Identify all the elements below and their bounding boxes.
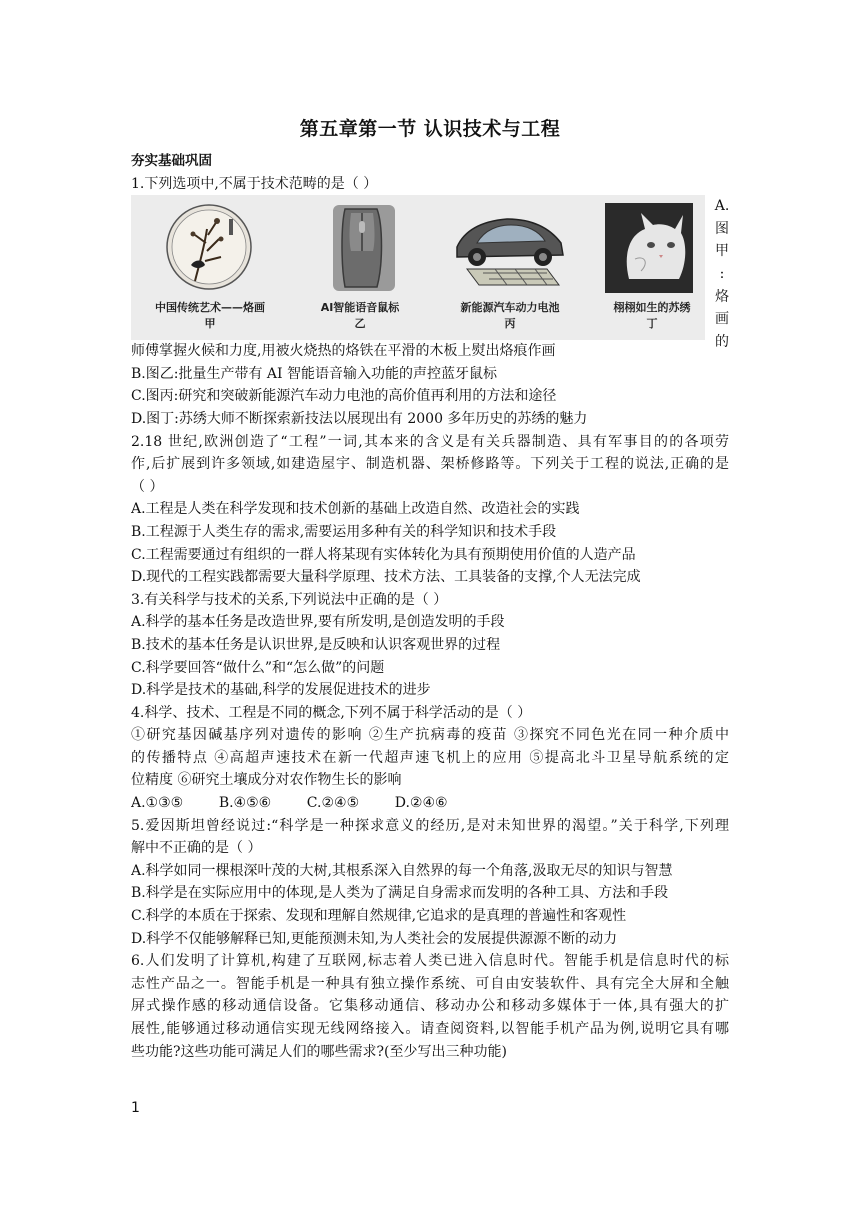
q1-option-a-char: 图 [715,220,729,237]
q4-item-line: ①研究基因碱基序列对遗传的影响 ②生产抗病毒的疫苗 ③探究不同色光在同一种介质中 [131,727,729,744]
q1-stem: 1.下列选项中,不属于技术范畴的是（ ） [131,175,378,192]
q1-option-a-char: 的 [715,333,729,350]
figure-jia-title: 中国传统艺术——烙画 [155,301,265,315]
q5-option-d: D.科学不仅能够解释已知,更能预测未知,为人类社会的发展提供源源不断的动力 [131,930,618,947]
document-body [131,150,729,1063]
q2-option-c: C.工程需要通过有组织的一群人将某现有实体转化为具有预期使用价值的人造产品 [131,546,636,563]
q4-item-line: 位精度 ⑥研究土壤成分对农作物生长的影响 [131,772,402,789]
q6-stem-line: 志性产品之一。智能手机是一种具有独立操作系统、可自由安装软件、具有完全大屏和全触 [131,975,729,992]
figure-ding-label: 丁 [646,317,658,331]
q6-stem-line: 些功能?这些功能可满足人们的哪些需求?(至少写出三种功能) [131,1043,507,1060]
q1-option-c: C.图丙:研究和突破新能源汽车动力电池的高价值再利用的方法和途径 [131,388,557,405]
q3-option-c: C.科学要回答“做什么”和“怎么做”的问题 [131,659,385,676]
figure-bing-title: 新能源汽车动力电池 [460,301,560,315]
figure-yi-caption [289,300,431,332]
figure-ding [589,199,715,331]
q2-option-a: A.工程是人类在科学发现和技术创新的基础上改造自然、改造社会的实践 [131,501,580,518]
page-number: 1 [131,1100,140,1116]
figure-jia-caption [139,300,281,332]
page-title: 第五章第一节 认识技术与工程 [299,118,561,140]
figure-bing-caption [439,300,581,332]
q1-figure-row [131,195,730,350]
q5-option-c: C.科学的本质在于探索、发现和理解自然规律,它追求的是真理的普遍性和客观性 [131,908,627,925]
voice-mouse-icon [297,199,423,299]
q3-option-b: B.技术的基本任务是认识世界,是反映和认识客观世界的过程 [131,636,501,653]
figure-ding-caption [581,300,723,332]
q3-option-a: A.科学的基本任务是改造世界,要有所发明,是创造发明的手段 [131,614,505,631]
q2-option-b: B.工程源于人类生存的需求,需要运用多种有关的科学知识和技术手段 [131,523,557,540]
q5-stem-line: 解中不正确的是（ ） [131,840,262,857]
figure-bing-label: 丙 [504,317,516,331]
q1-option-a-char: : [719,265,725,282]
q1-option-a-vertical [711,195,733,353]
q3-option-d: D.科学是技术的基础,科学的发展促进技术的进步 [131,682,431,699]
q5-option-a: A.科学如同一棵根深叶茂的大树,其根系深入自然界的每一个角落,汲取无尽的知识与智慧 [131,862,673,879]
q2-option-d: D.现代的工程实践都需要大量科学原理、技术方法、工具装备的支撑,个人无法完成 [131,569,641,586]
q1-option-a-char: 烙 [715,288,729,305]
q1-option-d: D.图丁:苏绣大师不断探索新技法以展现出有 2000 多年历史的苏绣的魅力 [131,410,588,427]
figure-jia [147,199,273,331]
suzhou-embroidery-cat-icon [589,199,715,299]
q2-stem-line: 2.18 世纪,欧洲创造了“工程”一词,其本来的含义是有关兵器制造、具有军事目的的各项劳 [131,433,729,450]
q5-stem-line: 5.爱因斯坦曾经说过:“科学是一种探求意义的经历,是对未知世界的渴望。”关于科学,下列理 [131,817,729,834]
q4-options: A.①③⑤ B.④⑤⑥ C.②④⑤ D.②④⑥ [131,795,448,812]
q1-option-a-char: 画 [715,311,729,328]
pyrography-plate-icon [147,199,273,299]
q6-stem-line: 展性,能够通过移动通信实现无线网络接入。请查阅资料,以智能手机产品为例,说明它具有哪 [131,1021,729,1037]
q1-option-a: 师傅掌握火候和力度,用被火烧热的烙铁在平滑的木板上熨出烙痕作画 [131,343,556,360]
q6-stem-line: 屏式操作感的移动通信设备。它集移动通信、移动办公和移动多媒体于一体,具有强大的扩 [131,998,729,1015]
figure-ding-title: 栩栩如生的苏绣 [613,301,691,315]
q4-stem: 4.科学、技术、工程是不同的概念,下列不属于科学活动的是（ ） [131,704,532,721]
q5-option-b: B.科学是在实际应用中的体现,是人类为了满足自身需求而发明的各种工具、方法和手段 [131,885,669,902]
figure-jia-label: 甲 [204,317,216,331]
section-heading: 夯实基础巩固 [131,153,212,169]
q1-option-a-char: 甲 [715,243,729,260]
q2-stem-line: （ ） [131,478,164,495]
figure-yi-label: 乙 [354,317,366,331]
q1-option-a-char: A. [714,198,730,215]
q2-stem-line: 作,后扩展到许多领域,如建造屋宇、制造机器、架桥修路等。下列关于工程的说法,正确的是 [131,456,729,473]
q4-item-line: 的传播特点 ④高超声速技术在新一代超声速飞机上的应用 ⑤提高北斗卫星导航系统的定 [131,749,729,766]
q3-stem: 3.有关科学与技术的关系,下列说法中正确的是（ ） [131,591,448,608]
figure-yi [297,199,423,331]
q1-option-b: B.图乙:批量生产带有 AI 智能语音输入功能的声控蓝牙鼠标 [131,365,497,382]
q6-stem-line: 6.人们发明了计算机,构建了互联网,标志着人类已进入信息时代。智能手机是信息时代的标 [131,953,729,970]
figure-bing [447,199,573,331]
figure-yi-title: AI智能语音鼠标 [320,301,400,315]
ev-battery-car-icon [447,199,573,299]
